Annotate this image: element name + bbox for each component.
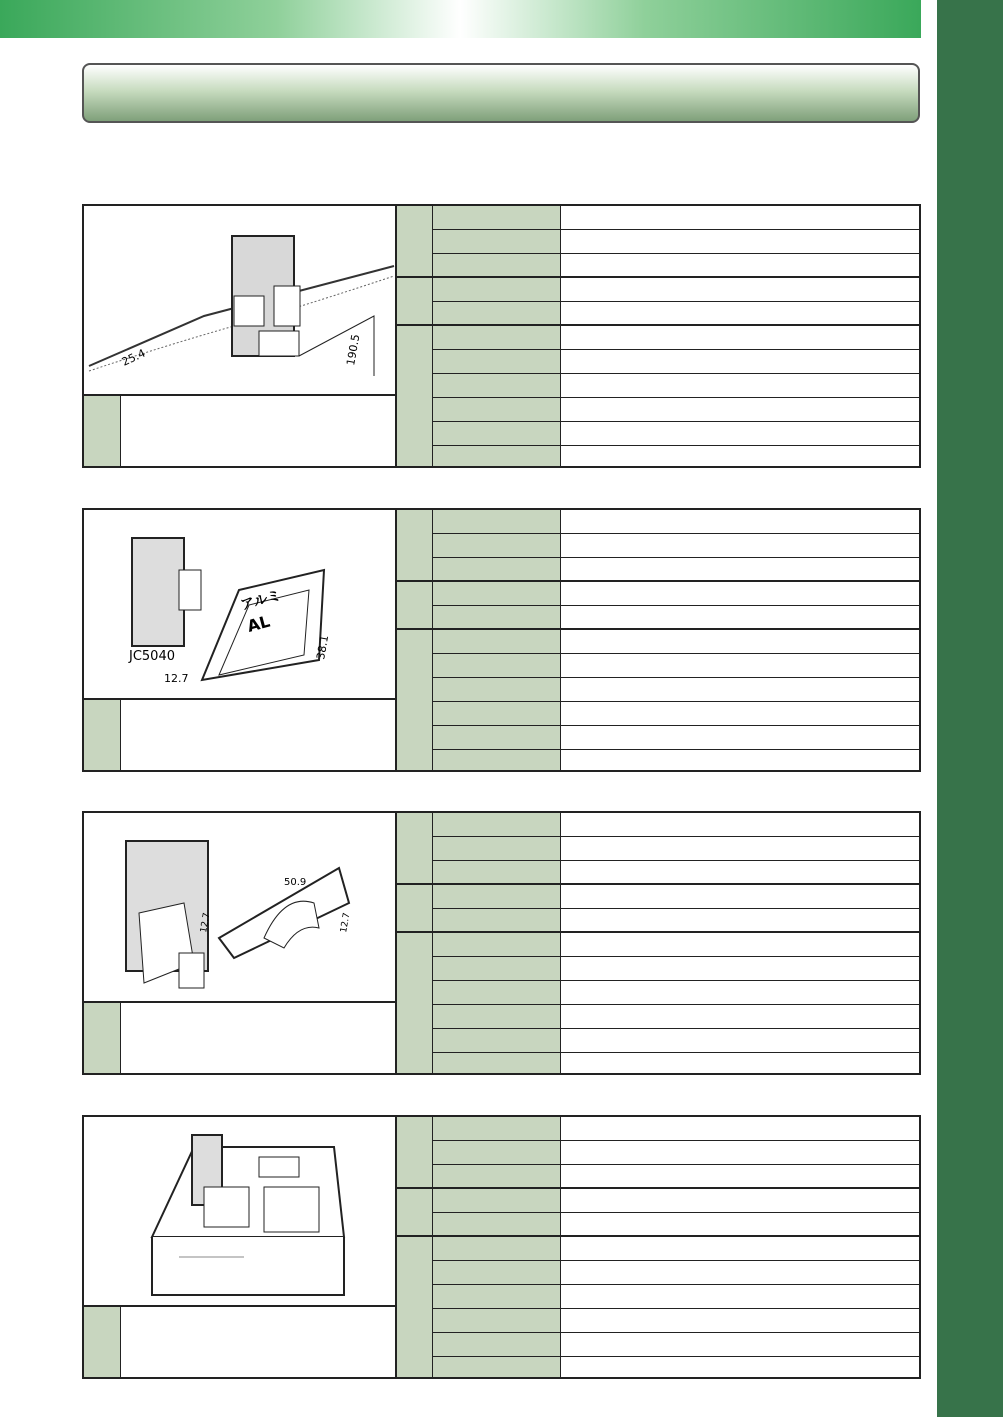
spec-value	[561, 1053, 919, 1073]
spec-label	[433, 1357, 561, 1377]
spec-value	[561, 582, 919, 605]
spec-value	[561, 326, 919, 349]
spec-row	[433, 702, 919, 726]
spec-label	[433, 678, 561, 701]
spec-row	[433, 606, 919, 630]
spec-label	[433, 813, 561, 836]
spec-label	[433, 1189, 561, 1212]
spec-row	[433, 885, 919, 909]
spec-label	[433, 1053, 561, 1073]
side-accent-bar	[937, 0, 1003, 1417]
dim-label-2: 190.5	[344, 333, 363, 367]
spec-label	[433, 1029, 561, 1052]
sketch-label-4: 12.7	[164, 672, 189, 685]
spec-row	[433, 350, 919, 374]
spec-row	[433, 933, 919, 957]
case-block-1	[82, 204, 921, 468]
spec-row	[433, 1141, 919, 1165]
spec-value	[561, 1309, 919, 1332]
spec-row	[433, 726, 919, 750]
spec-value	[561, 422, 919, 445]
group-cell-1	[397, 1117, 433, 1189]
spec-label	[433, 1141, 561, 1164]
spec-value	[561, 750, 919, 770]
spec-label	[433, 510, 561, 533]
group-cell-2	[397, 885, 433, 933]
spec-label	[433, 654, 561, 677]
spec-row	[433, 837, 919, 861]
spec-value	[561, 1333, 919, 1356]
spec-label	[433, 422, 561, 445]
spec-label	[433, 1117, 561, 1140]
illustration-face-milling	[84, 206, 397, 396]
spec-row	[433, 1005, 919, 1029]
spec-label	[433, 885, 561, 908]
case-block-4	[82, 1115, 921, 1379]
spec-row	[433, 861, 919, 885]
spec-value	[561, 350, 919, 373]
spec-row	[433, 1333, 919, 1357]
spec-row	[433, 206, 919, 230]
spec-rows	[433, 206, 919, 466]
spec-row	[433, 374, 919, 398]
spec-value	[561, 558, 919, 580]
group-cell-1	[397, 510, 433, 582]
group-column	[397, 813, 433, 1073]
spec-value	[561, 885, 919, 908]
spec-label	[433, 981, 561, 1004]
spec-label	[433, 278, 561, 301]
spec-value	[561, 1189, 919, 1212]
spec-label	[433, 606, 561, 628]
spec-value	[561, 678, 919, 701]
spec-row	[433, 654, 919, 678]
illustration-shoulder-milling	[84, 813, 397, 1003]
spec-label	[433, 861, 561, 883]
spec-row	[433, 326, 919, 350]
face-milling-sketch	[84, 206, 395, 394]
spec-value	[561, 606, 919, 628]
spec-label	[433, 1285, 561, 1308]
top-gradient-bar	[0, 0, 921, 38]
spec-rows	[433, 510, 919, 770]
spec-row	[433, 1261, 919, 1285]
title-panel	[82, 63, 920, 123]
spec-row	[433, 1309, 919, 1333]
spec-label	[433, 702, 561, 725]
sketch-label-1: アルミ	[238, 587, 284, 614]
sketch-label-2: 12.7	[199, 912, 213, 934]
spec-label	[433, 1005, 561, 1028]
spec-value	[561, 1285, 919, 1308]
group-cell-3	[397, 1237, 433, 1377]
spec-value	[561, 981, 919, 1004]
spec-label	[433, 909, 561, 931]
spec-row	[433, 1053, 919, 1073]
spec-row	[433, 1189, 919, 1213]
spec-row	[433, 1357, 919, 1377]
spec-label	[433, 302, 561, 324]
spec-value	[561, 1165, 919, 1187]
spec-row	[433, 678, 919, 702]
spec-label	[433, 630, 561, 653]
spec-row	[433, 398, 919, 422]
spec-row	[433, 230, 919, 254]
spec-value	[561, 374, 919, 397]
spec-row	[433, 422, 919, 446]
spec-value	[561, 702, 919, 725]
note-tag	[84, 396, 121, 466]
note-tag	[84, 1307, 121, 1377]
group-cell-3	[397, 933, 433, 1073]
spec-label	[433, 726, 561, 749]
note-tag	[84, 1003, 121, 1073]
case-block-3	[82, 811, 921, 1075]
note-row	[84, 1307, 397, 1377]
spec-label	[433, 254, 561, 276]
group-column	[397, 206, 433, 466]
spec-row	[433, 510, 919, 534]
spec-value	[561, 861, 919, 883]
spec-rows	[433, 1117, 919, 1377]
spec-value	[561, 1029, 919, 1052]
spec-rows	[433, 813, 919, 1073]
spec-label	[433, 446, 561, 466]
group-cell-1	[397, 206, 433, 278]
spec-value	[561, 1261, 919, 1284]
spec-value	[561, 1141, 919, 1164]
pocket-block-sketch	[84, 1117, 395, 1305]
spec-label	[433, 206, 561, 229]
spec-label	[433, 1261, 561, 1284]
spec-row	[433, 1237, 919, 1261]
spec-value	[561, 933, 919, 956]
spec-row	[433, 981, 919, 1005]
spec-value	[561, 398, 919, 421]
spec-label	[433, 558, 561, 580]
spec-value	[561, 278, 919, 301]
spec-label	[433, 1237, 561, 1260]
note-tag	[84, 700, 121, 770]
group-cell-2	[397, 278, 433, 326]
spec-label	[433, 933, 561, 956]
note-row	[84, 396, 397, 466]
group-cell-2	[397, 1189, 433, 1237]
spec-row	[433, 582, 919, 606]
group-cell-3	[397, 630, 433, 770]
aluminum-pocket-sketch	[84, 510, 395, 698]
spec-value	[561, 446, 919, 466]
spec-value	[561, 230, 919, 253]
spec-value	[561, 630, 919, 653]
spec-row	[433, 630, 919, 654]
spec-value	[561, 726, 919, 749]
spec-row	[433, 1029, 919, 1053]
spec-label	[433, 1213, 561, 1235]
spec-value	[561, 534, 919, 557]
sketch-label-1: 50.9	[284, 877, 307, 888]
spec-label	[433, 1309, 561, 1332]
spec-row	[433, 278, 919, 302]
spec-label	[433, 230, 561, 253]
spec-value	[561, 957, 919, 980]
spec-row	[433, 446, 919, 466]
spec-row	[433, 1213, 919, 1237]
spec-label	[433, 326, 561, 349]
spec-label	[433, 398, 561, 421]
spec-row	[433, 534, 919, 558]
spec-label	[433, 534, 561, 557]
spec-label	[433, 374, 561, 397]
spec-value	[561, 1117, 919, 1140]
spec-value	[561, 1213, 919, 1235]
sketch-label-3: JC5040	[129, 649, 175, 664]
spec-label	[433, 582, 561, 605]
illustration-pocket-block	[84, 1117, 397, 1307]
spec-label	[433, 750, 561, 770]
sketch-label-3: 12.7	[339, 912, 353, 934]
spec-value	[561, 1237, 919, 1260]
spec-value	[561, 654, 919, 677]
shoulder-milling-sketch	[84, 813, 395, 1001]
spec-value	[561, 254, 919, 276]
spec-value	[561, 302, 919, 324]
spec-value	[561, 1005, 919, 1028]
spec-label	[433, 1165, 561, 1187]
group-cell-3	[397, 326, 433, 466]
group-column	[397, 1117, 433, 1377]
spec-row	[433, 909, 919, 933]
note-row	[84, 1003, 397, 1073]
spec-label	[433, 837, 561, 860]
group-cell-1	[397, 813, 433, 885]
sketch-label-2: AL	[245, 611, 272, 636]
sketch-label-5: 38.1	[314, 634, 332, 661]
spec-row	[433, 558, 919, 582]
spec-row	[433, 254, 919, 278]
group-cell-2	[397, 582, 433, 630]
spec-label	[433, 350, 561, 373]
note-row	[84, 700, 397, 770]
spec-value	[561, 909, 919, 931]
spec-value	[561, 813, 919, 836]
spec-value	[561, 510, 919, 533]
spec-row	[433, 1285, 919, 1309]
spec-value	[561, 206, 919, 229]
spec-row	[433, 1165, 919, 1189]
group-column	[397, 510, 433, 770]
spec-value	[561, 1357, 919, 1377]
case-block-2	[82, 508, 921, 772]
spec-row	[433, 813, 919, 837]
spec-row	[433, 302, 919, 326]
spec-row	[433, 957, 919, 981]
spec-row	[433, 750, 919, 770]
spec-row	[433, 1117, 919, 1141]
spec-label	[433, 957, 561, 980]
dim-label-1: 25.4	[119, 346, 148, 369]
spec-label	[433, 1333, 561, 1356]
illustration-aluminum-pocket	[84, 510, 397, 700]
spec-value	[561, 837, 919, 860]
